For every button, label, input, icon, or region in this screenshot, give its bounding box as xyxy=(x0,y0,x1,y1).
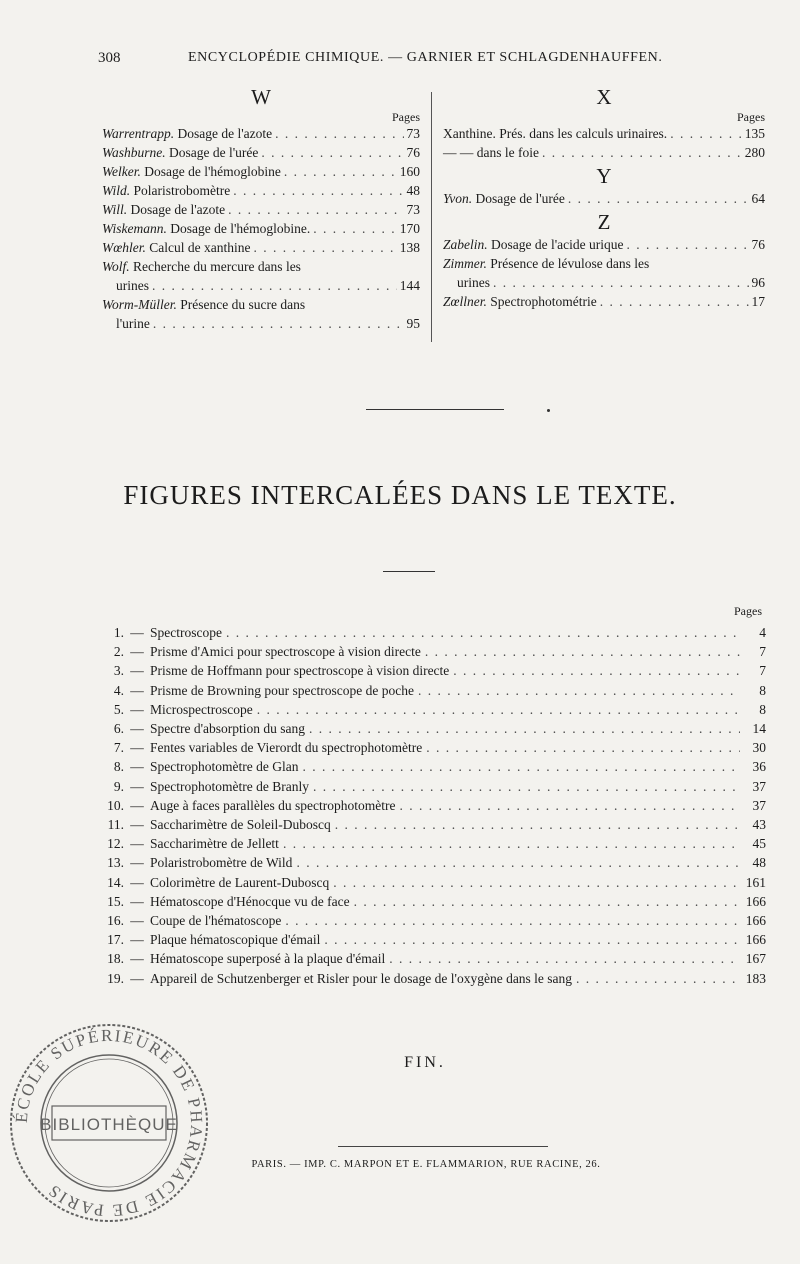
entry-line xyxy=(102,257,420,276)
entry-author: Zimmer. xyxy=(443,256,491,271)
dot-leader xyxy=(309,719,740,738)
entry-row xyxy=(102,181,420,200)
figure-number: 19. xyxy=(107,970,124,986)
svg-text:ÉCOLE SUPÉRIEURE DE PHARMACIE: ÉCOLE SUPÉRIEURE DE PHARMACIE DE PARIS xyxy=(11,1025,207,1221)
entry-page: 73 xyxy=(406,126,420,141)
entry-page: 138 xyxy=(399,240,420,255)
figure-title: Prisme de Hoffmann pour spectroscope à vision directe xyxy=(150,663,450,679)
figure-dash: — xyxy=(130,836,144,852)
w-entry xyxy=(102,124,420,143)
w-entry xyxy=(102,238,420,257)
figure-page: 166 xyxy=(745,893,766,909)
figure-page: 7 xyxy=(759,663,766,679)
dot-leader xyxy=(302,757,740,776)
figure-number: 17. xyxy=(107,932,124,948)
entry-text: Dosage de l'urée xyxy=(475,191,565,206)
entry-text: Dosage de l'hémoglobine. xyxy=(170,221,311,236)
figure-page: 7 xyxy=(759,644,766,660)
entry-page: 95 xyxy=(406,316,420,331)
dot-leader xyxy=(425,642,740,661)
entry-page: 76 xyxy=(406,145,420,160)
entry-author: Zœllner. xyxy=(443,294,491,309)
w-entry xyxy=(102,219,420,238)
entry-label xyxy=(102,219,310,238)
dot-leader xyxy=(253,238,396,257)
entry-text: Dosage de l'azote xyxy=(177,126,273,141)
figure-page: 43 xyxy=(752,817,766,833)
figure-title: Spectroscope xyxy=(150,625,222,640)
entry-row xyxy=(443,124,765,143)
entry-label xyxy=(443,235,624,254)
entry-page: 48 xyxy=(406,183,420,198)
index-letter-x: X xyxy=(596,85,612,109)
figure-number: 10. xyxy=(107,797,124,813)
z-entry xyxy=(443,292,765,311)
figure-row xyxy=(104,892,766,911)
figure-page: 8 xyxy=(759,701,766,717)
entry-continuation: l'urine xyxy=(116,316,150,331)
dot-leader xyxy=(257,700,740,719)
figure-number: 15. xyxy=(107,893,124,909)
figure-dash: — xyxy=(130,644,144,660)
dot-leader xyxy=(493,273,749,292)
z-entry xyxy=(443,254,765,292)
entry-row xyxy=(102,162,420,181)
entry-label xyxy=(443,189,565,208)
figure-dash: — xyxy=(130,797,144,813)
entry-continuation-row xyxy=(102,314,420,333)
entry-page: 160 xyxy=(399,164,420,179)
figure-dash: — xyxy=(130,740,144,756)
entry-text: Dosage de l'urée xyxy=(169,145,259,160)
pages-label: Pages xyxy=(737,110,765,124)
figure-row xyxy=(104,834,766,853)
entry-page: 17 xyxy=(751,294,765,309)
figure-dash: — xyxy=(130,663,144,679)
figure-row xyxy=(104,949,766,968)
pages-label: Pages xyxy=(392,110,420,124)
dot-leader xyxy=(542,143,742,162)
entry-author: Wild. xyxy=(102,183,134,198)
figure-page: 30 xyxy=(752,740,766,756)
figure-title: Saccharimètre de Soleil-Duboscq xyxy=(150,817,331,833)
entry-page: 280 xyxy=(744,145,765,160)
entry-row xyxy=(443,292,765,311)
figure-page: 167 xyxy=(745,951,766,967)
figure-page: 161 xyxy=(745,874,766,890)
figure-row xyxy=(104,853,766,872)
figure-title: Colorimètre de Laurent-Duboscq xyxy=(150,874,330,890)
entry-label xyxy=(102,181,230,200)
entry-author: Warrentrapp. xyxy=(102,126,178,141)
figure-row xyxy=(104,873,766,892)
entry-author: Worm-Müller. xyxy=(102,297,181,312)
entry-label xyxy=(102,200,225,219)
library-stamp xyxy=(6,1020,212,1226)
figure-page: 48 xyxy=(752,855,766,871)
dot-leader xyxy=(453,661,740,680)
entry-text: Présence du sucre dans xyxy=(180,297,306,312)
page-number: 308 xyxy=(98,50,121,66)
figure-row xyxy=(104,777,766,796)
dot-leader xyxy=(313,777,740,796)
index-letter-z: Z xyxy=(597,210,611,234)
entry-author: Will. xyxy=(102,202,131,217)
dot-leader xyxy=(568,189,749,208)
entry-row xyxy=(102,143,420,162)
dot-leader xyxy=(284,162,397,181)
figure-title: Spectrophotomètre de Branly xyxy=(150,778,309,794)
entry-text: Spectrophotométrie xyxy=(490,294,597,309)
figure-page: 37 xyxy=(752,797,766,813)
figure-row xyxy=(104,796,766,815)
figure-dash: — xyxy=(130,759,144,775)
y-entry xyxy=(443,189,765,208)
entry-author: Zabelin. xyxy=(443,237,492,252)
entry-text: Dosage de l'acide urique xyxy=(491,237,624,252)
heading-rule xyxy=(383,571,435,572)
figure-page: 166 xyxy=(745,913,766,929)
figure-title: Microspectroscope xyxy=(150,701,253,717)
entry-line xyxy=(443,254,765,273)
entry-author: Yvon. xyxy=(443,191,476,206)
entry-text: Dosage de l'azote xyxy=(130,202,226,217)
w-entry xyxy=(102,181,420,200)
figure-row xyxy=(104,642,766,661)
fin-label: FIN. xyxy=(404,1054,446,1071)
dot-leader xyxy=(313,219,396,238)
dot-leader xyxy=(600,292,749,311)
figure-title: Hématoscope d'Hénocque vu de face xyxy=(150,893,350,909)
dot-leader xyxy=(324,930,740,949)
running-title: ENCYCLOPÉDIE CHIMIQUE. — GARNIER ET SCHLAGDENHAUFFEN. xyxy=(188,50,663,65)
figure-page: 37 xyxy=(752,778,766,794)
entry-label xyxy=(443,292,597,311)
dot-leader xyxy=(261,143,403,162)
entry-author: Wœhler. xyxy=(102,240,150,255)
figure-dash: — xyxy=(130,893,144,909)
entry-row xyxy=(102,200,420,219)
figures-heading: FIGURES INTERCALÉES DANS LE TEXTE. xyxy=(123,480,677,510)
index-column-xyz xyxy=(443,84,765,311)
figure-dash: — xyxy=(130,970,144,986)
figure-dash: — xyxy=(130,855,144,871)
x-entry xyxy=(443,124,765,143)
dot-leader xyxy=(153,314,404,333)
figure-row xyxy=(104,757,766,776)
figure-dash: — xyxy=(130,778,144,794)
dot-leader xyxy=(226,623,740,642)
entry-row xyxy=(443,189,765,208)
entry-row xyxy=(443,143,765,162)
entry-row xyxy=(102,219,420,238)
dot-leader xyxy=(400,796,740,815)
figure-dash: — xyxy=(130,817,144,833)
w-entry xyxy=(102,162,420,181)
dot-leader xyxy=(152,276,397,295)
dot-leader xyxy=(627,235,749,254)
figure-row xyxy=(104,681,766,700)
entry-text: Recherche du mercure dans les xyxy=(133,259,301,274)
dot-leader xyxy=(335,815,740,834)
entry-continuation: urines xyxy=(116,278,149,293)
figure-number: 2. xyxy=(113,644,124,660)
dot-leader xyxy=(333,873,740,892)
figure-page: 183 xyxy=(745,970,766,986)
stamp-seal-icon xyxy=(6,1020,212,1226)
figure-number: 3. xyxy=(113,663,124,679)
figure-page: 8 xyxy=(759,682,766,698)
dot-leader xyxy=(670,124,742,143)
entry-label xyxy=(443,124,667,143)
figure-dash: — xyxy=(130,874,144,890)
entry-text: Xanthine. Prés. dans les calculs urinaires. xyxy=(443,126,668,141)
figure-title: Spectrophotomètre de Glan xyxy=(150,759,299,775)
figure-number: 6. xyxy=(113,721,124,737)
figure-title: Prisme de Browning pour spectroscope de poche xyxy=(150,682,414,698)
footer-rule xyxy=(338,1146,548,1147)
entry-row xyxy=(443,235,765,254)
entry-row xyxy=(102,124,420,143)
entry-line xyxy=(102,295,420,314)
entry-continuation-row xyxy=(443,273,765,292)
entry-text: Présence de lévulose dans les xyxy=(490,256,650,271)
figure-title: Saccharimètre de Jellett xyxy=(150,836,279,852)
figure-number: 13. xyxy=(107,855,124,871)
figure-number: 7. xyxy=(113,740,124,756)
svg-text:BIBLIOTHÈQUE: BIBLIOTHÈQUE xyxy=(40,1115,178,1134)
entry-label xyxy=(443,143,539,162)
figure-title: Hématoscope superposé à la plaque d'émail xyxy=(150,951,386,967)
figure-title: Auge à faces parallèles du spectrophotomètre xyxy=(150,797,396,813)
entry-label xyxy=(102,143,258,162)
figure-number: 11. xyxy=(107,817,124,833)
figures-pages-label: Pages xyxy=(734,604,762,618)
entry-continuation: urines xyxy=(457,275,490,290)
entry-page: 135 xyxy=(744,126,765,141)
entry-page: 170 xyxy=(399,221,420,236)
figure-row xyxy=(104,815,766,834)
dot-leader xyxy=(426,738,740,757)
z-entry xyxy=(443,235,765,254)
figure-row xyxy=(104,700,766,719)
figure-title: Prisme d'Amici pour spectroscope à vision directe xyxy=(150,644,421,660)
dot-leader xyxy=(228,200,403,219)
dot-leader xyxy=(296,853,740,872)
figure-number: 8. xyxy=(113,759,124,775)
section-rule xyxy=(366,409,504,410)
entry-text: Polaristrobomètre xyxy=(133,183,231,198)
ornament-dot xyxy=(547,409,550,412)
figure-row xyxy=(104,930,766,949)
entry-author: Wiskemann. xyxy=(102,221,171,236)
figure-row xyxy=(104,738,766,757)
printer-footer: PARIS. — IMP. C. MARPON ET E. FLAMMARION, RUE RACINE, 26. xyxy=(251,1159,601,1170)
figure-title: Coupe de l'hématoscope xyxy=(150,913,282,929)
figure-title: Spectre d'absorption du sang xyxy=(150,721,306,737)
entry-page: 144 xyxy=(399,278,420,293)
figure-title: Polaristrobomètre de Wild xyxy=(150,855,293,871)
figure-dash: — xyxy=(130,932,144,948)
figure-row xyxy=(104,623,766,642)
index-column-w xyxy=(102,84,420,333)
figure-number: 4. xyxy=(113,682,124,698)
figure-number: 5. xyxy=(113,701,124,717)
figure-page: 14 xyxy=(752,721,766,737)
index-letter-y: Y xyxy=(596,164,612,188)
entry-page: 64 xyxy=(751,191,765,206)
dot-leader xyxy=(418,681,740,700)
entry-label xyxy=(102,238,250,257)
x-entry xyxy=(443,143,765,162)
figure-row xyxy=(104,969,766,988)
dot-leader xyxy=(389,949,740,968)
figure-row xyxy=(104,661,766,680)
figure-title: Fentes variables de Vierordt du spectrophotomètre xyxy=(150,740,423,756)
figure-dash: — xyxy=(130,721,144,737)
entry-continuation-row xyxy=(102,276,420,295)
dot-leader xyxy=(354,892,740,911)
entry-text: — — dans le foie xyxy=(443,145,539,160)
figure-dash: — xyxy=(130,951,144,967)
entry-row xyxy=(102,238,420,257)
figure-dash: — xyxy=(130,625,144,640)
entry-page: 76 xyxy=(751,237,765,252)
figure-number: 9. xyxy=(113,778,124,794)
entry-page: 96 xyxy=(751,275,765,290)
figure-dash: — xyxy=(130,701,144,717)
figure-title: Plaque hématoscopique d'émail xyxy=(150,932,321,948)
figure-dash: — xyxy=(130,682,144,698)
figure-row xyxy=(104,719,766,738)
dot-leader xyxy=(576,969,740,988)
entry-text: Dosage de l'hémoglobine xyxy=(144,164,281,179)
figure-page: 45 xyxy=(752,836,766,852)
entry-author: Washburne. xyxy=(102,145,170,160)
figures-list xyxy=(104,623,766,988)
entry-page: 73 xyxy=(406,202,420,217)
figure-page: 4 xyxy=(759,625,766,640)
figure-number: 14. xyxy=(107,874,124,890)
w-entry xyxy=(102,257,420,295)
figure-row xyxy=(104,911,766,930)
figure-title: Appareil de Schutzenberger et Risler pour le dosage de l'oxygène dans le sang xyxy=(150,970,573,986)
dot-leader xyxy=(283,834,740,853)
entry-text: Calcul de xanthine xyxy=(149,240,251,255)
entry-label xyxy=(102,162,281,181)
figure-number: 16. xyxy=(107,913,124,929)
figure-page: 36 xyxy=(752,759,766,775)
column-divider xyxy=(431,92,432,342)
figure-dash: — xyxy=(130,913,144,929)
dot-leader xyxy=(233,181,403,200)
entry-label xyxy=(102,124,272,143)
dot-leader xyxy=(285,911,740,930)
w-entry xyxy=(102,200,420,219)
w-entry xyxy=(102,143,420,162)
index-letter-w: W xyxy=(251,85,271,109)
figure-page: 166 xyxy=(745,932,766,948)
entry-author: Wolf. xyxy=(102,259,134,274)
figure-number: 1. xyxy=(113,625,124,640)
figure-number: 12. xyxy=(107,836,124,852)
dot-leader xyxy=(275,124,403,143)
figure-number: 18. xyxy=(107,951,124,967)
entry-author: Welker. xyxy=(102,164,145,179)
w-entry xyxy=(102,295,420,333)
